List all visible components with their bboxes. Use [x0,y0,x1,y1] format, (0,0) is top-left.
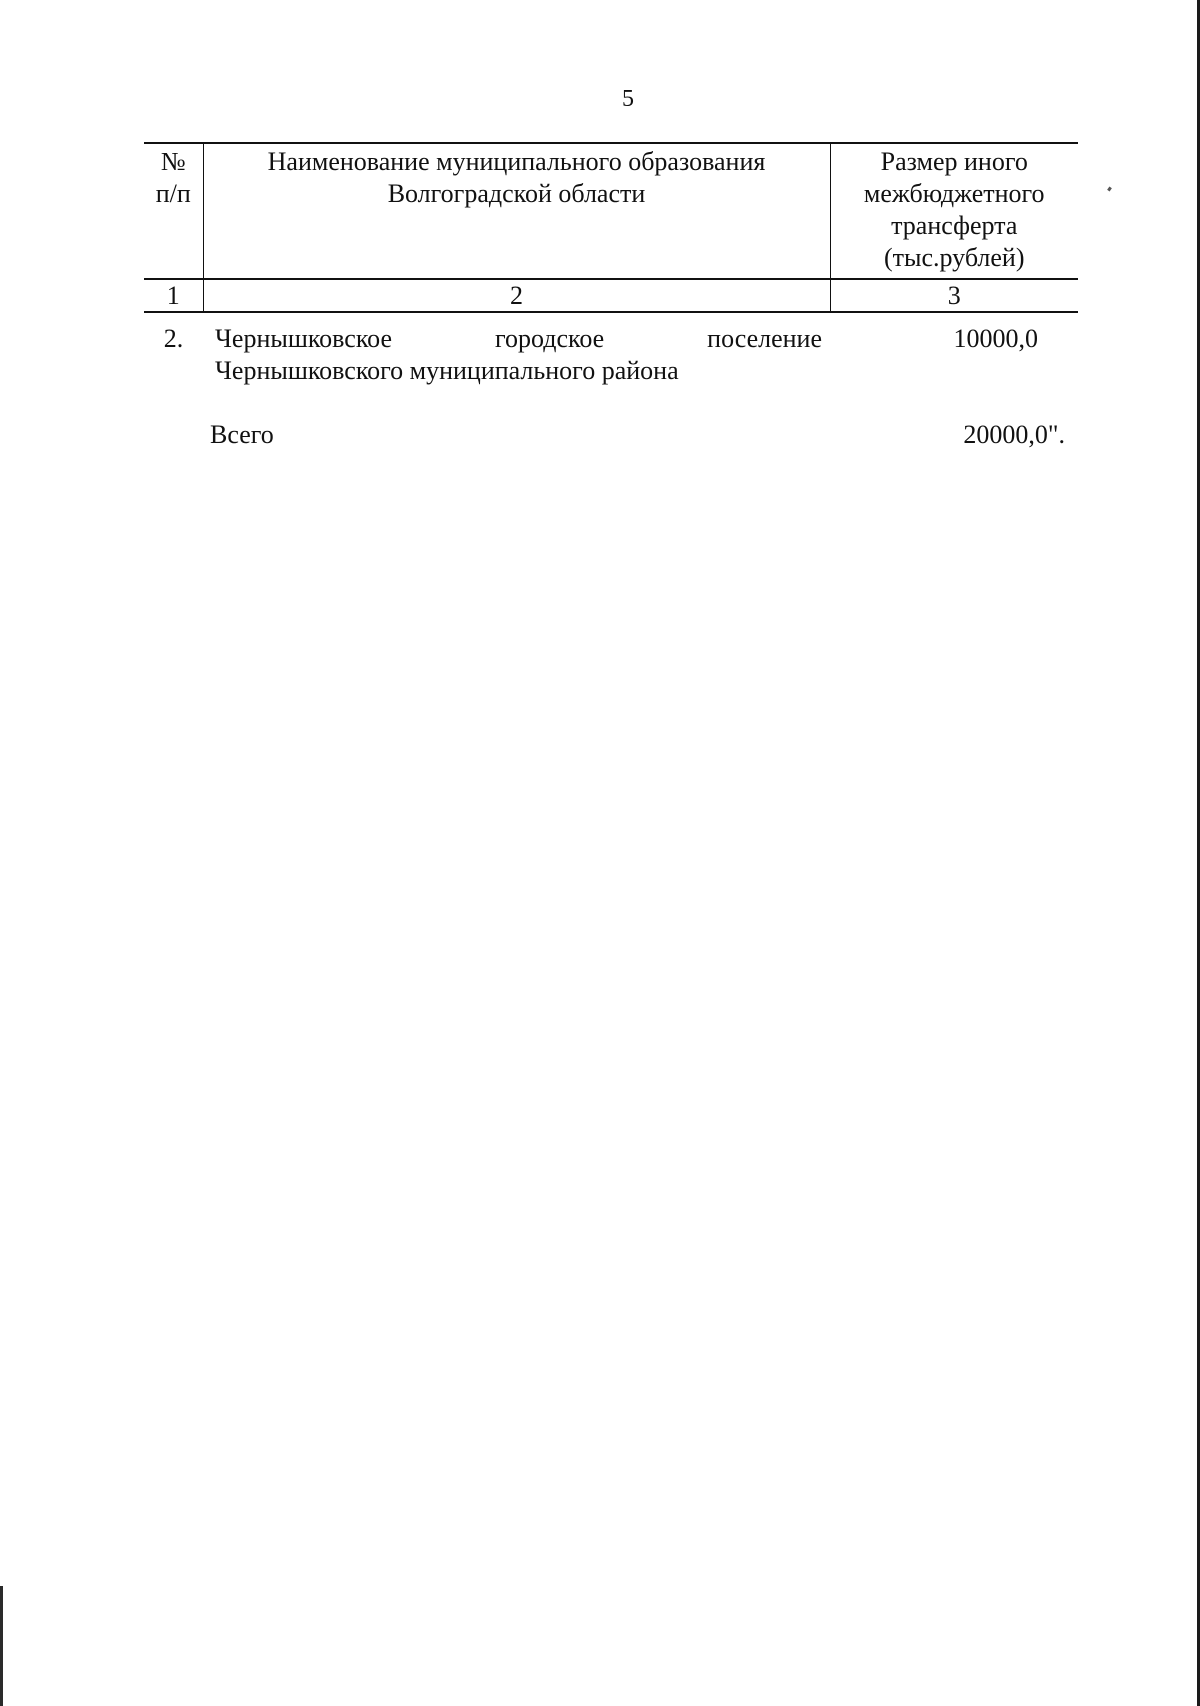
table-header-row [144,143,1078,279]
table-row [144,312,1078,388]
column-index: 1 [144,279,203,312]
row-name-line1 [215,323,822,355]
column-index: 2 [203,279,830,312]
header-name-line: Наименование муниципального образования [267,147,766,176]
header-amount-line: межбюджетного [863,179,1045,208]
column-index-row [144,279,1078,312]
header-amount-line: (тыс.рублей) [883,243,1025,272]
row-name-line2: Чернышковского муниципального района [215,356,679,385]
total-value: 20000,0". [963,420,1065,449]
header-name-line: Волгоградской области [387,179,646,208]
row-name [203,312,830,388]
header-number-line: п/п [155,179,191,208]
scan-edge-left [0,1586,3,1706]
header-number [144,143,203,279]
scan-speck [1107,187,1112,192]
row-name-word: поселение [707,324,822,353]
row-name-word: Чернышковское [215,324,392,353]
transfer-table [144,142,1078,388]
header-name [203,143,830,279]
row-amount: 10000,0 [953,324,1038,353]
page-number: 5 [622,86,634,112]
header-amount-line: Размер иного [880,147,1028,176]
total-label: Всего [210,420,274,449]
header-amount [830,143,1078,279]
row-name-word: городское [494,324,605,353]
row-number: 2. [163,324,184,353]
column-index: 3 [830,279,1078,312]
header-number-line: № [160,147,186,176]
header-amount-line: трансферта [891,211,1018,240]
